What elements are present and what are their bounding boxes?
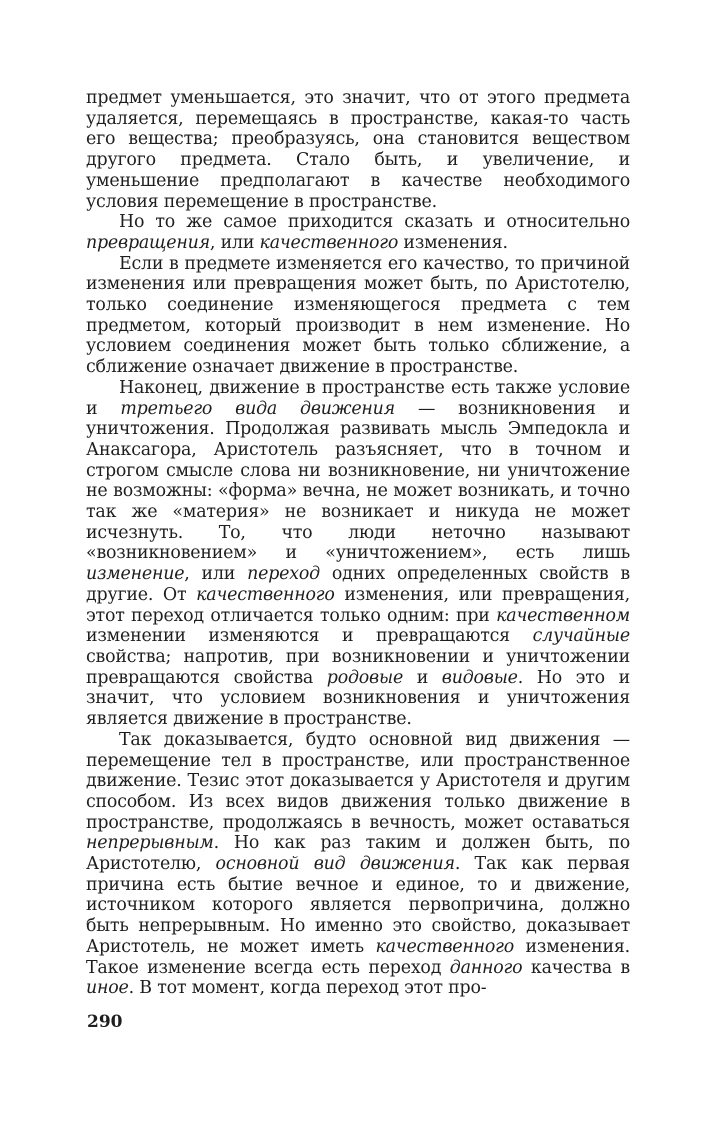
paragraph-5 [86, 730, 630, 999]
paragraph-4 [86, 378, 630, 730]
text-segment: . Так как первая причина есть бытие вечное и единое, то и движение, источником которого является первопричина, должно быть непрерывным. Но именно это свойство, доказывает Аристотель, не может иметь [86, 854, 630, 957]
text-segment: свойства; напротив, при возникновении и уничтожении превращаются свойства [86, 646, 630, 688]
paragraph-2 [86, 212, 630, 253]
emphasized-text: качественного [196, 584, 335, 605]
text-segment: Если в предмете изменяется его качество, то причиной изменения или превращения может быть, по Аристотелю, только соединение изменяющегося предмета с тем предметом, который производит в нем изменение. Но условием соединения может быть только сближение, а сближение означает движение в пространстве. [86, 253, 630, 378]
text-segment: Но то же самое приходится сказать и относительно [119, 212, 630, 233]
text-segment: . В тот момент, когда переход этот про- [128, 978, 487, 999]
text-segment: изменения, или превращения, этот переход отличается только одним: при [86, 584, 630, 626]
text-segment: изменении изменяются и превращаются [86, 626, 533, 647]
text-segment: предмет уменьшается, это значит, что от этого предмета удаляется, перемещаясь в пространстве, какая-то часть его вещества; преобразуясь, она становится веществом другого предмета. Стало быть, и увеличение, и уменьшение предполагают в качестве необходимого условия перемещение в пространстве. [86, 88, 630, 212]
emphasized-text: данного [449, 957, 523, 978]
emphasized-text: третьего вида движения [120, 398, 396, 419]
text-segment: Наконец, движение в пространстве есть также условие и [86, 377, 630, 419]
text-segment: . Но это и значит, что условием возникновения и уничтожения является движение в пространстве. [86, 667, 630, 730]
emphasized-text: переход [247, 564, 320, 585]
emphasized-text: основной вид движения [215, 854, 455, 875]
emphasized-text: видовые [441, 667, 518, 688]
emphasized-text: качественного [375, 936, 515, 957]
text-segment: изменения. Такое изменение всегда есть переход [86, 936, 630, 978]
text-segment: , или [184, 564, 248, 585]
emphasized-text: случайные [532, 626, 630, 647]
text-segment: качества в [522, 957, 630, 978]
paragraph-3 [86, 254, 630, 378]
text-segment: одних определенных свойств в другие. От [86, 564, 630, 605]
paragraph-1 [86, 88, 630, 212]
emphasized-text: родовые [326, 667, 404, 688]
page-number: 290 [87, 1012, 123, 1032]
emphasized-text: качественного [259, 232, 399, 253]
text-segment: , или [209, 232, 260, 253]
text-segment: изменения. [398, 232, 508, 253]
emphasized-text: иное [86, 978, 129, 999]
text-segment: — возникновения и уничтожения. Продолжая развивать мысль Эмпедокла и Анаксагора, Аристотель разъясняет, что в точном и строгом смысле слова ни возникновение, ни уничтожение не возможны: «форма» вечна, не может возникать, и точно так же «материя» не возникает и никуда не может исчезнуть. То, что люди неточно называют «возникновением» и «уничтожением», есть лишь [86, 398, 630, 564]
emphasized-text: качественном [496, 605, 630, 626]
text-segment: . Но как раз таким и должен быть, по Аристотелю, [86, 833, 630, 875]
emphasized-text: превращения [86, 232, 210, 253]
emphasized-text: изменение [86, 564, 185, 585]
text-segment: Так доказывается, будто основной вид движения — перемещение тел в пространстве, или пространственное движение. Тезис этот доказывается у Аристотеля и другим способом. Из всех видов движения только движение в пространстве, продолжаясь в вечность, может оставаться [86, 729, 630, 833]
emphasized-text: непрерывным [86, 833, 214, 854]
text-segment: и [403, 667, 442, 688]
page-body [86, 88, 630, 999]
